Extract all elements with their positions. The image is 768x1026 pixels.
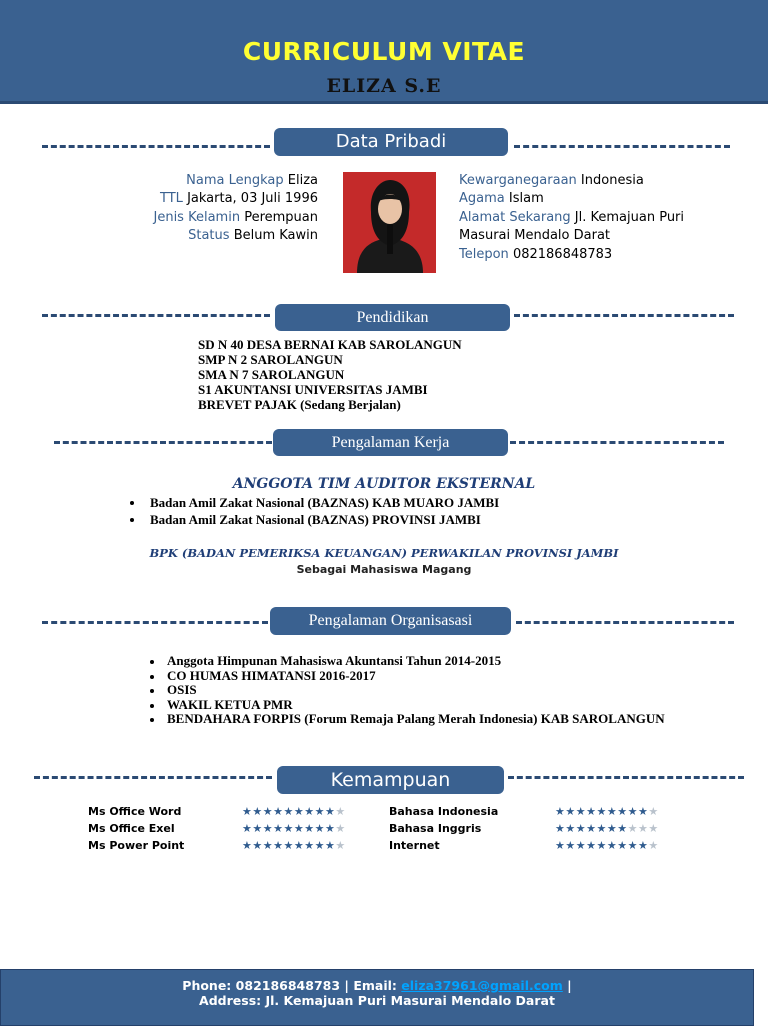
bullet xyxy=(130,501,134,505)
organization-item: BENDAHARA FORPIS (Forum Remaja Palang Merah Indonesia) KAB SAROLANGUN xyxy=(167,711,665,726)
star-filled-icon: ★ xyxy=(293,805,305,818)
separator: | xyxy=(567,978,572,993)
field-label: Status xyxy=(188,228,230,243)
skill-rating xyxy=(555,805,659,818)
section-title-data-pribadi: Data Pribadi xyxy=(274,128,508,156)
field-label: Agama xyxy=(459,191,505,206)
star-filled-icon: ★ xyxy=(565,822,576,835)
star-empty-icon: ★ xyxy=(638,822,649,835)
star-empty-icon: ★ xyxy=(648,839,659,852)
star-filled-icon: ★ xyxy=(586,822,597,835)
section-divider-left xyxy=(34,776,272,779)
bullet xyxy=(150,675,154,679)
skill-name: Bahasa Indonesia xyxy=(389,805,499,818)
section-divider-right xyxy=(508,776,744,779)
field-value: Islam xyxy=(508,191,544,206)
star-filled-icon: ★ xyxy=(555,805,566,818)
work-heading: ANGGOTA TIM AUDITOR EKSTERNAL xyxy=(232,476,536,492)
bullet xyxy=(150,704,154,708)
section-divider-left xyxy=(54,441,272,444)
star-filled-icon: ★ xyxy=(575,822,587,835)
star-filled-icon: ★ xyxy=(555,839,566,852)
phone-label: Phone: xyxy=(182,978,232,993)
skill-rating xyxy=(242,805,346,818)
star-filled-icon: ★ xyxy=(273,805,284,818)
star-filled-icon: ★ xyxy=(638,839,649,852)
section-divider-left xyxy=(42,621,268,624)
section-divider-right xyxy=(514,314,734,317)
star-filled-icon: ★ xyxy=(252,839,263,852)
skill-rating xyxy=(555,839,659,852)
star-filled-icon: ★ xyxy=(293,839,305,852)
star-filled-icon: ★ xyxy=(314,805,325,818)
personal-field xyxy=(459,209,684,227)
star-filled-icon: ★ xyxy=(304,839,315,852)
separator: | xyxy=(344,978,349,993)
star-filled-icon: ★ xyxy=(242,822,253,835)
work-heading: BPK (BADAN PEMERIKSA KEUANGAN) PERWAKILAN PROVINSI JAMBI xyxy=(149,546,619,560)
work-item: Badan Amil Zakat Nasional (BAZNAS) KAB MUARO JAMBI xyxy=(150,495,500,510)
star-filled-icon: ★ xyxy=(606,822,618,835)
skill-name: Internet xyxy=(389,839,440,852)
address-value: Jl. Kemajuan Puri Masurai Mendalo Darat xyxy=(265,993,555,1008)
education-item: S1 AKUNTANSI UNIVERSITAS JAMBI xyxy=(198,382,428,397)
section-title-pengalaman-organisasi: Pengalaman Organisasasi xyxy=(270,607,511,635)
field-value: Jl. Kemajuan Puri xyxy=(574,210,685,225)
bullet xyxy=(130,518,134,522)
section-divider-right xyxy=(510,441,724,444)
personal-field xyxy=(459,172,644,190)
star-empty-icon: ★ xyxy=(335,839,346,852)
star-filled-icon: ★ xyxy=(555,822,566,835)
star-empty-icon: ★ xyxy=(627,822,638,835)
personal-field xyxy=(160,190,318,208)
star-filled-icon: ★ xyxy=(273,822,284,835)
phone-value: 082186848783 xyxy=(235,978,341,993)
work-item: Badan Amil Zakat Nasional (BAZNAS) PROVINSI JAMBI xyxy=(150,512,481,527)
skill-name: Bahasa Inggris xyxy=(389,822,482,835)
header-underline xyxy=(0,101,768,104)
section-title-pendidikan: Pendidikan xyxy=(275,304,510,331)
section-title-pengalaman-kerja: Pengalaman Kerja xyxy=(273,429,508,456)
star-filled-icon: ★ xyxy=(283,805,294,818)
field-value: Perempuan xyxy=(244,210,318,225)
field-label: Jenis Kelamin xyxy=(153,210,241,225)
star-empty-icon: ★ xyxy=(335,822,346,835)
cv-title: CURRICULUM VITAE xyxy=(242,37,526,66)
star-filled-icon: ★ xyxy=(617,822,628,835)
personal-field xyxy=(154,209,319,227)
section-divider-left xyxy=(42,145,270,148)
star-filled-icon: ★ xyxy=(606,839,618,852)
star-filled-icon: ★ xyxy=(575,839,587,852)
education-item: SMA N 7 SAROLANGUN xyxy=(198,367,345,382)
star-filled-icon: ★ xyxy=(252,822,263,835)
skill-name: Ms Power Point xyxy=(88,839,185,852)
star-filled-icon: ★ xyxy=(596,822,607,835)
email-label: Email: xyxy=(353,978,397,993)
star-filled-icon: ★ xyxy=(314,839,325,852)
email-link[interactable]: eliza37961@gmail.com xyxy=(401,978,563,993)
star-filled-icon: ★ xyxy=(565,839,576,852)
star-filled-icon: ★ xyxy=(325,822,336,835)
personal-field xyxy=(188,227,318,245)
profile-photo xyxy=(343,172,436,273)
section-title-kemampuan: Kemampuan xyxy=(277,766,504,794)
star-filled-icon: ★ xyxy=(325,805,336,818)
star-filled-icon: ★ xyxy=(565,805,576,818)
section-divider-right xyxy=(516,621,734,624)
personal-field xyxy=(459,246,612,264)
personal-field-continuation: Masurai Mendalo Darat xyxy=(459,228,611,243)
education-item: SD N 40 DESA BERNAI KAB SAROLANGUN xyxy=(198,337,462,352)
star-filled-icon: ★ xyxy=(304,822,315,835)
field-value: Jakarta, 03 Juli 1996 xyxy=(187,191,318,206)
star-filled-icon: ★ xyxy=(325,839,336,852)
organization-item: WAKIL KETUA PMR xyxy=(167,697,293,712)
skill-rating xyxy=(242,839,346,852)
star-filled-icon: ★ xyxy=(283,822,294,835)
profile-photo-illustration xyxy=(343,172,436,273)
star-filled-icon: ★ xyxy=(606,805,618,818)
star-filled-icon: ★ xyxy=(314,822,325,835)
bullet xyxy=(150,660,154,664)
personal-field xyxy=(459,190,544,208)
star-filled-icon: ★ xyxy=(627,805,638,818)
star-empty-icon: ★ xyxy=(335,805,346,818)
star-filled-icon: ★ xyxy=(242,805,253,818)
field-label: Alamat Sekarang xyxy=(459,210,571,225)
star-filled-icon: ★ xyxy=(262,839,274,852)
star-filled-icon: ★ xyxy=(617,839,628,852)
skill-name: Ms Office Exel xyxy=(88,822,175,835)
organization-item: CO HUMAS HIMATANSI 2016-2017 xyxy=(167,668,376,683)
star-filled-icon: ★ xyxy=(596,805,607,818)
footer-contact-line xyxy=(1,978,753,993)
section-divider-left xyxy=(42,314,270,317)
education-item: BREVET PAJAK (Sedang Berjalan) xyxy=(198,397,401,412)
header-banner xyxy=(0,0,768,101)
field-label: Kewarganegaraan xyxy=(459,173,577,188)
star-filled-icon: ★ xyxy=(627,839,638,852)
footer-address-line xyxy=(1,993,753,1008)
star-filled-icon: ★ xyxy=(262,822,274,835)
star-filled-icon: ★ xyxy=(304,805,315,818)
bullet xyxy=(150,718,154,722)
star-filled-icon: ★ xyxy=(586,839,597,852)
education-item: SMP N 2 SAROLANGUN xyxy=(198,352,343,367)
field-label: Nama Lengkap xyxy=(186,173,284,188)
address-label: Address: xyxy=(199,993,262,1008)
star-filled-icon: ★ xyxy=(262,805,274,818)
skill-name: Ms Office Word xyxy=(88,805,182,818)
star-filled-icon: ★ xyxy=(293,822,305,835)
footer-contact-bar xyxy=(0,969,754,1026)
star-filled-icon: ★ xyxy=(575,805,587,818)
field-label: TTL xyxy=(160,191,183,206)
star-empty-icon: ★ xyxy=(648,822,659,835)
star-filled-icon: ★ xyxy=(617,805,628,818)
field-value: Eliza xyxy=(287,173,318,188)
skill-rating xyxy=(555,822,659,835)
bullet xyxy=(150,689,154,693)
field-value: Indonesia xyxy=(580,173,644,188)
star-filled-icon: ★ xyxy=(283,839,294,852)
star-filled-icon: ★ xyxy=(638,805,649,818)
field-label: Telepon xyxy=(459,247,509,262)
organization-item: OSIS xyxy=(167,682,197,697)
star-filled-icon: ★ xyxy=(273,839,284,852)
star-filled-icon: ★ xyxy=(596,839,607,852)
field-value: 082186848783 xyxy=(512,247,613,262)
candidate-name: ELIZA S.E xyxy=(326,75,442,97)
section-divider-right xyxy=(514,145,730,148)
skill-rating xyxy=(242,822,346,835)
work-subheading: Sebagai Mahasiswa Magang xyxy=(296,563,472,576)
organization-item: Anggota Himpunan Mahasiswa Akuntansi Tahun 2014-2015 xyxy=(167,653,502,668)
star-filled-icon: ★ xyxy=(252,805,263,818)
star-filled-icon: ★ xyxy=(242,839,253,852)
star-filled-icon: ★ xyxy=(586,805,597,818)
star-empty-icon: ★ xyxy=(648,805,659,818)
personal-field xyxy=(186,172,318,190)
field-value: Belum Kawin xyxy=(233,228,318,243)
